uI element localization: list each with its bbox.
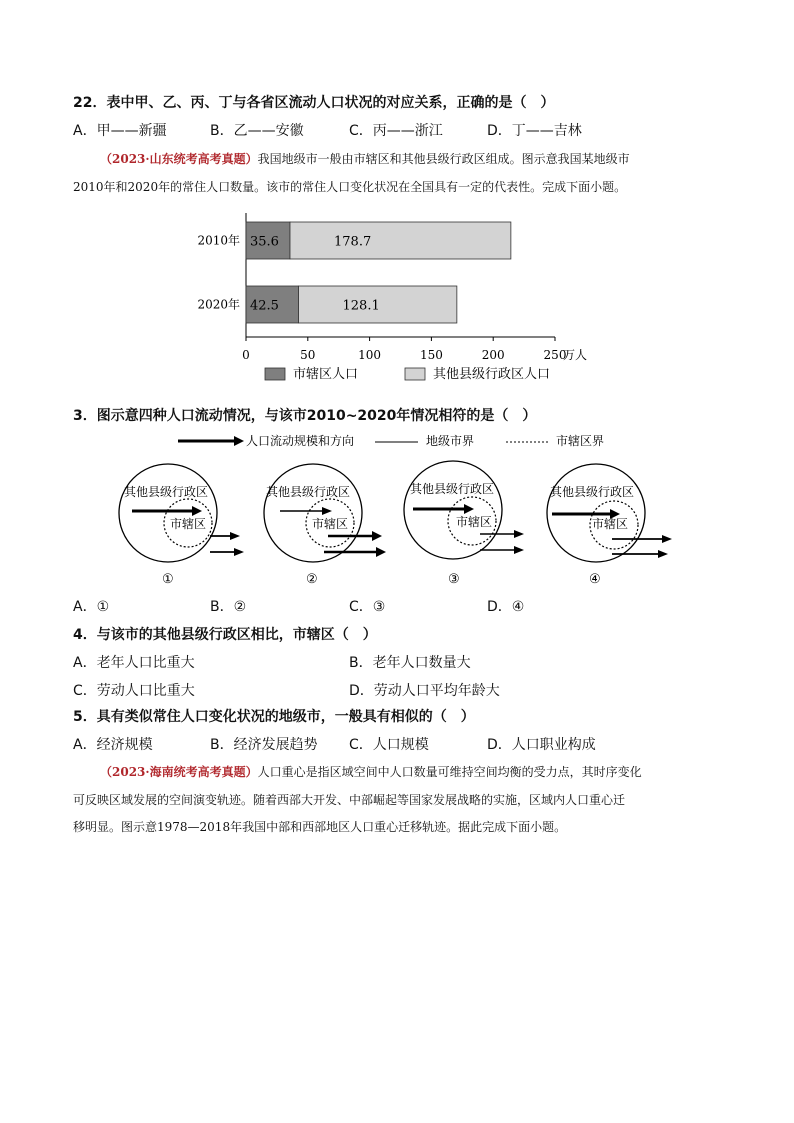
diagram-1-inner-label: 市辖区 [170, 517, 207, 531]
q3-option-c[interactable]: C．③ [349, 599, 386, 615]
q4-option-b[interactable]: B．老年人口数量大 [349, 655, 471, 671]
legend-solid-label: 地级市界 [426, 434, 475, 448]
legend-swatch [405, 368, 425, 380]
x-tick-label: 100 [358, 348, 382, 362]
diagram-2-outer-label: 其他县级行政区 [266, 485, 351, 499]
data-label: 42.5 [250, 298, 279, 314]
legend-dotted-label: 市辖区界 [556, 434, 605, 448]
x-tick-label: 150 [419, 348, 443, 362]
q5-option-d[interactable]: D．人口职业构成 [487, 737, 596, 753]
bar-segment [290, 222, 511, 259]
legend-arrow-label: 人口流动规模和方向 [246, 434, 355, 448]
q22-option-c[interactable]: C．丙——浙江 [349, 123, 443, 139]
legend-swatch [265, 368, 285, 380]
q3-stem: 3．图示意四种人口流动情况，与该市2010~2020年情况相符的是（ ） [73, 408, 537, 424]
q22-stem: 22．表中甲、乙、丙、丁与各省区流动人口状况的对应关系，正确的是（ ） [73, 95, 555, 111]
diagram-4 [547, 464, 672, 587]
x-tick-label: 50 [300, 348, 316, 362]
q22-option-a[interactable]: A．甲——新疆 [73, 123, 167, 139]
diagram-3-number: ③ [448, 572, 460, 587]
q22-option-d[interactable]: D．丁——吉林 [487, 123, 582, 139]
x-tick-label: 250 [543, 348, 567, 362]
intro2-text3: 移明显。图示意1978—2018年我国中部和西部地区人口重心迁移轨迹。据此完成下面小题。 [73, 820, 567, 834]
q4-option-d[interactable]: D．劳动人口平均年龄大 [349, 683, 500, 699]
q5-stem: 5．具有类似常住人口变化状况的地级市，一般具有相似的（ ） [73, 709, 475, 725]
diagram-4-outer-label: 其他县级行政区 [550, 485, 635, 499]
diagram-4-inner-label: 市辖区 [592, 517, 629, 531]
diagram-3-inner-label: 市辖区 [456, 515, 493, 529]
x-tick-label: 200 [481, 348, 505, 362]
category-label: 2020年 [197, 297, 240, 312]
q3-option-b[interactable]: B．② [210, 599, 247, 615]
q5-option-b[interactable]: B．经济发展趋势 [210, 737, 318, 753]
diagram-2-number: ② [306, 572, 318, 587]
q4-option-a[interactable]: A．老年人口比重大 [73, 655, 195, 671]
diagram-2-inner-label: 市辖区 [312, 517, 349, 531]
intro1-source: （2023·山东统考高考真题） [100, 152, 258, 166]
data-label: 35.6 [250, 234, 279, 250]
population-bar-chart [190, 205, 588, 395]
intro2-line1 [100, 764, 642, 780]
intro1-line1 [100, 151, 630, 167]
diagram-2 [264, 464, 386, 587]
q3-option-a[interactable]: A．① [73, 599, 110, 615]
diagram-1-number: ① [162, 572, 174, 587]
q3-option-d[interactable]: D．④ [487, 599, 525, 615]
q5-option-c[interactable]: C．人口规模 [349, 737, 429, 753]
intro2-text2: 可反映区域发展的空间演变轨迹。随着西部大开发、中部崛起等国家发展战略的实施，区域内人口重心迁 [73, 793, 626, 807]
legend-arrow [178, 436, 244, 446]
q4-option-c[interactable]: C．劳动人口比重大 [73, 683, 195, 699]
intro2-text1: 人口重心是指区域空间中人口数量可维持空间均衡的受力点，其时序变化 [257, 765, 642, 779]
diagram-3 [404, 461, 524, 587]
diagram-1 [119, 464, 244, 587]
diagram-4-number: ④ [589, 572, 601, 587]
diagram-1-outer-label: 其他县级行政区 [124, 485, 209, 499]
intro2-source: （2023·海南统考高考真题） [100, 765, 258, 779]
diagram-3-outer-label: 其他县级行政区 [410, 482, 495, 496]
category-label: 2010年 [197, 233, 240, 248]
x-unit-label: 万人 [563, 348, 588, 362]
x-tick-label: 0 [242, 348, 250, 362]
migration-diagrams [110, 428, 690, 588]
data-label: 128.1 [342, 298, 380, 314]
intro1-text2: 2010年和2020年的常住人口数量。该市的常住人口变化状况在全国具有一定的代表性。完成下面小题。 [73, 180, 627, 194]
q5-option-a[interactable]: A．经济规模 [73, 737, 153, 753]
q4-stem: 4．与该市的其他县级行政区相比，市辖区（ ） [73, 627, 377, 643]
legend-label: 其他县级行政区人口 [433, 367, 551, 382]
data-label: 178.7 [334, 234, 372, 250]
legend-label: 市辖区人口 [293, 367, 359, 382]
q22-option-b[interactable]: B．乙——安徽 [210, 123, 304, 139]
intro1-text1: 我国地级市一般由市辖区和其他县级行政区组成。图示意我国某地级市 [257, 152, 630, 166]
